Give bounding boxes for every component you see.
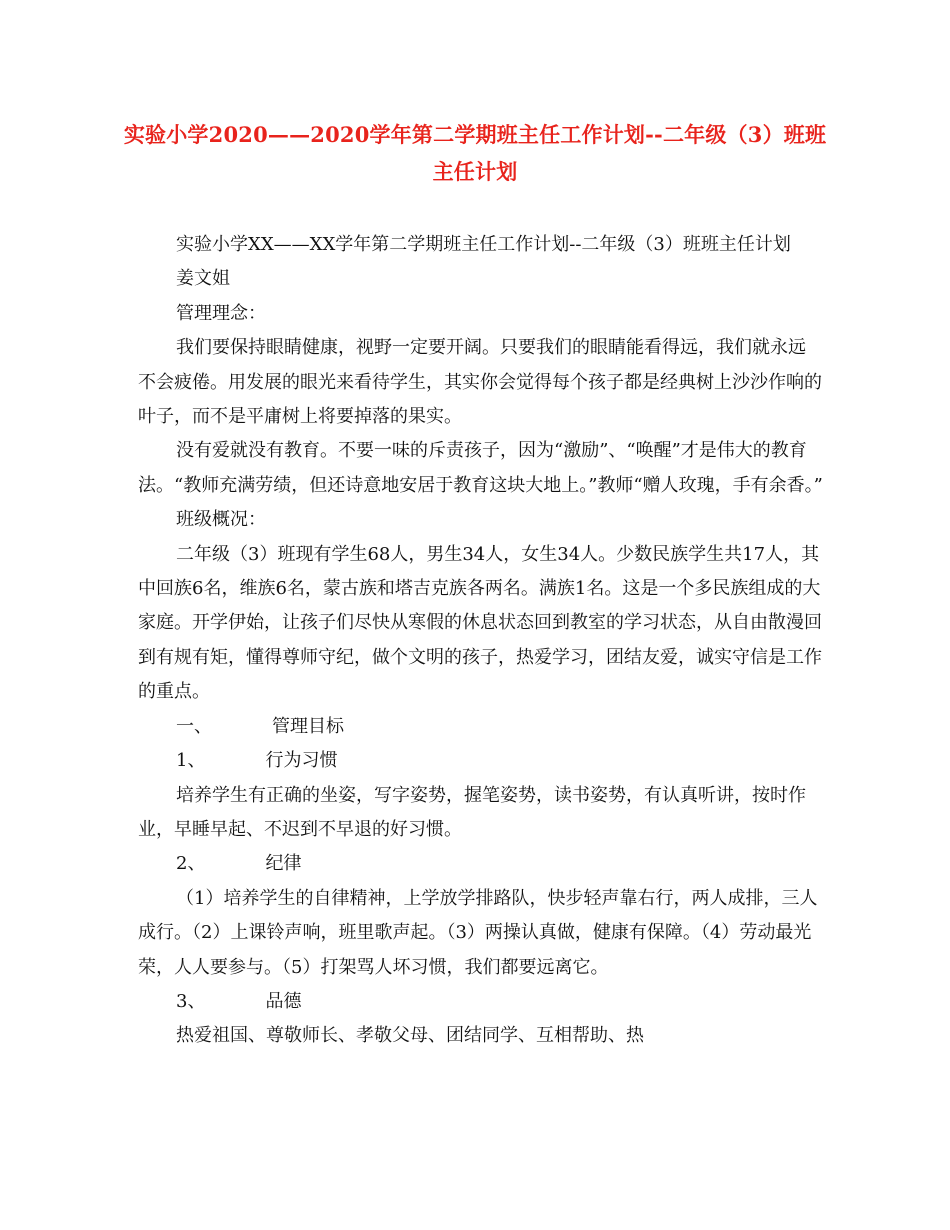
item-number: 1、 <box>176 750 206 772</box>
document-title: 实验小学2020——2020学年第二学期班主任工作计划--二年级（3）班班主任计划 <box>123 122 827 184</box>
author-name: 姜文姐 <box>176 268 230 290</box>
section-management-goals <box>138 710 823 744</box>
item-morality <box>138 985 823 1019</box>
paragraph-class-overview: 二年级（3）班现有学生68人，男生34人，女生34人。少数民族学生共17人，其中回族6名，维族6名，蒙古族和塔吉克族各两名。满族1名。这是一个多民族组成的大家庭。开学伊始，让孩子们尽快从寒假的休息状态回到教室的学习状态，从自由散漫回到有规有矩，懂得尊师守纪，做个文明的孩子，热爱学习，团结友爱，诚实守信是工作的重点。 <box>138 543 822 703</box>
paragraph-morality: 热爱祖国、尊敬师长、孝敬父母、团结同学、互相帮助、热 <box>176 1025 644 1047</box>
paragraph-vision: 我们要保持眼睛健康，视野一定要开阔。只要我们的眼睛能看得远，我们就永远不会疲倦。用发展的眼光来看待学生，其实你会觉得每个孩子都是经典树上沙沙作响的叶子，而不是平庸树上将要掉落的果实。 <box>138 337 822 428</box>
item-label: 纪律 <box>265 853 302 875</box>
heading-class-overview: 班级概况： <box>176 509 266 531</box>
document-body <box>138 228 823 1054</box>
subtitle-paragraph: 实验小学XX——XX学年第二学期班主任工作计划--二年级（3）班班主任计划 <box>176 234 791 255</box>
paragraph-discipline: （1）培养学生的自律精神，上学放学排路队，快步轻声靠右行，两人成排，三人成行。（2）上课铃声响，班里歌声起。（3）两操认真做，健康有保障。（4）劳动最光荣，人人要参与。（5）打架骂人坏习惯，我们都要远离它。 <box>138 887 818 978</box>
item-label: 行为习惯 <box>265 750 338 772</box>
heading-management-philosophy: 管理理念： <box>176 302 266 324</box>
item-discipline <box>138 847 823 881</box>
item-number: 3、 <box>176 990 206 1012</box>
item-behavior-habits <box>138 744 823 778</box>
section-number: 一、 <box>176 715 212 737</box>
item-label: 品德 <box>265 990 302 1012</box>
paragraph-love-education: 没有爱就没有教育。不要一味的斥责孩子，因为“激励”、“唤醒”才是伟大的教育法。“教师充满劳绩，但还诗意地安居于教育这块大地上。”教师“赠人玫瑰，手有余香。” <box>138 440 823 496</box>
item-number: 2、 <box>176 853 206 875</box>
section-label: 管理目标 <box>272 715 344 737</box>
paragraph-behavior-habits: 培养学生有正确的坐姿，写字姿势，握笔姿势，读书姿势，有认真听讲，按时作业，早睡早起、不迟到不早退的好习惯。 <box>138 784 806 840</box>
